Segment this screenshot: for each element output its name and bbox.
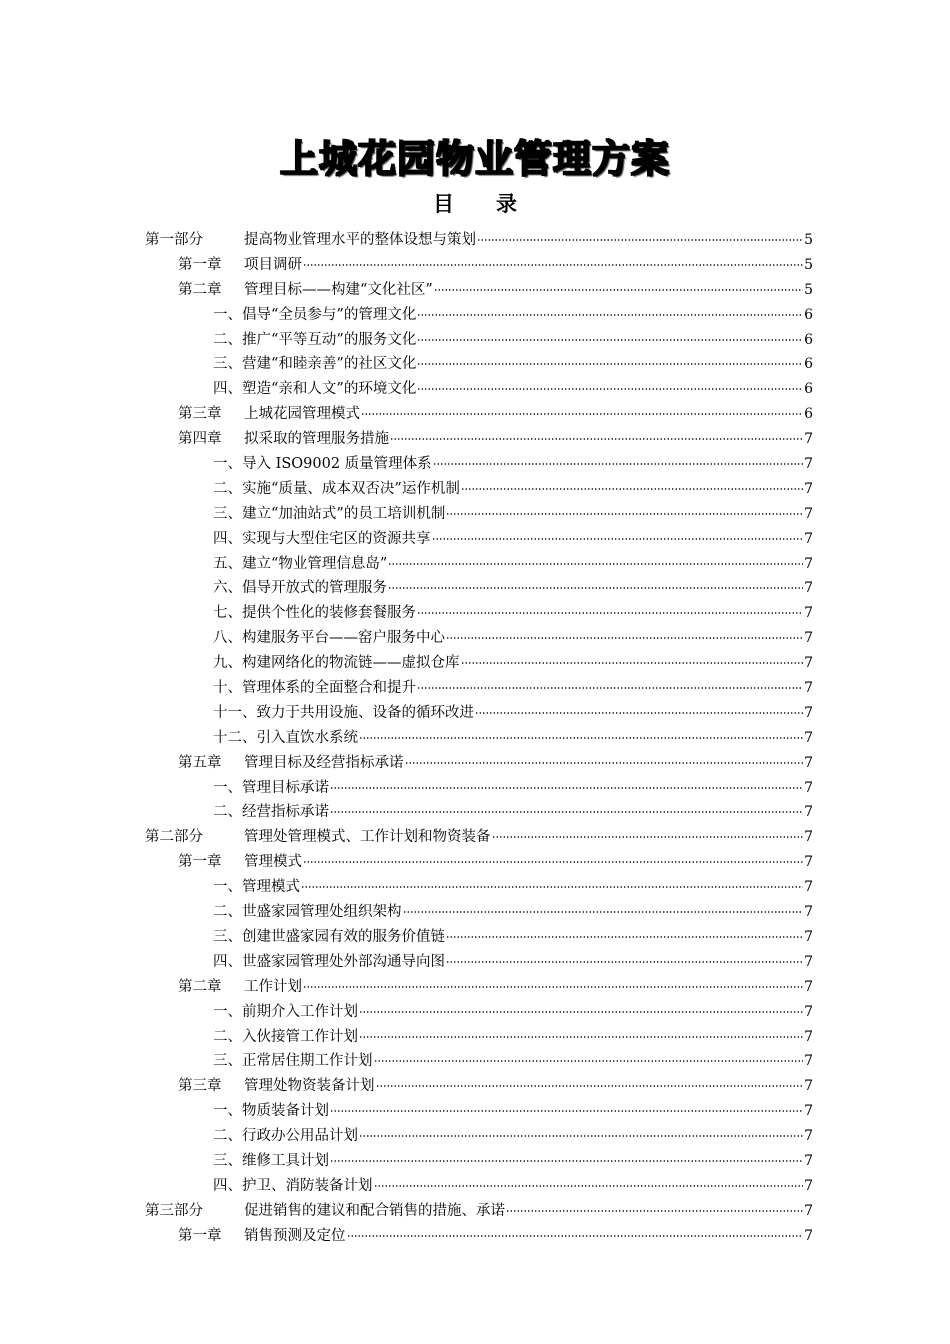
- toc-entry-item[interactable]: [145, 601, 813, 626]
- toc-entry-prefix: 第一章: [178, 256, 222, 273]
- toc-entry-item[interactable]: [145, 800, 813, 825]
- toc-entry-item[interactable]: [145, 900, 813, 925]
- toc-dot-leader: [359, 1036, 803, 1038]
- table-of-contents: [145, 228, 813, 1249]
- toc-entry-item[interactable]: [145, 502, 813, 527]
- toc-entry-item[interactable]: [145, 676, 813, 701]
- toc-entry-part[interactable]: [145, 1199, 813, 1224]
- toc-heading-char-2: 录: [496, 192, 517, 216]
- toc-entry-title: 拟采取的管理服务措施: [244, 431, 389, 448]
- toc-entry-title: 二、入伙接管工作计划: [213, 1028, 358, 1045]
- toc-entry-page-number: 5: [804, 232, 813, 248]
- toc-entry-prefix: 第四章: [178, 431, 222, 448]
- toc-entry-page-number: 7: [804, 1152, 813, 1169]
- toc-entry-title: 四、塑造“亲和人文”的环境文化: [213, 381, 417, 398]
- toc-entry-prefix: 第三章: [178, 406, 222, 423]
- toc-entry-item[interactable]: [145, 452, 813, 477]
- toc-entry-page-number: 7: [804, 829, 813, 846]
- toc-entry-page-number: 7: [804, 704, 813, 721]
- toc-entry-item[interactable]: [145, 1025, 813, 1050]
- toc-entry-chapter[interactable]: [145, 751, 813, 776]
- toc-entry-title: 管理处物资装备计划: [244, 1078, 375, 1095]
- toc-entry-page-number: 7: [804, 1177, 813, 1194]
- toc-dot-leader: [330, 1160, 803, 1162]
- toc-dot-leader: [506, 1210, 803, 1212]
- toc-dot-leader: [330, 787, 803, 789]
- toc-entry-title: 销售预测及定位: [244, 1227, 346, 1244]
- toc-entry-page-number: 7: [804, 630, 813, 647]
- toc-entry-title: 提高物业管理水平的整体设想与策划: [244, 232, 476, 248]
- toc-dot-leader: [446, 637, 803, 639]
- toc-entry-page-number: 7: [804, 1028, 813, 1045]
- toc-dot-leader: [492, 836, 804, 838]
- toc-dot-leader: [359, 737, 803, 739]
- toc-dot-leader: [376, 1085, 804, 1087]
- toc-dot-leader: [361, 413, 803, 415]
- toc-entry-title: 二、行政办公用品计划: [213, 1128, 358, 1145]
- toc-entry-page-number: 7: [804, 978, 813, 995]
- toc-dot-leader: [417, 339, 803, 341]
- toc-entry-title: 上城花园管理模式: [244, 406, 360, 423]
- toc-entry-item[interactable]: [145, 1174, 813, 1199]
- toc-dot-leader: [347, 1235, 804, 1237]
- toc-entry-item[interactable]: [145, 527, 813, 552]
- toc-dot-leader: [446, 513, 803, 515]
- toc-entry-chapter[interactable]: [145, 975, 813, 1000]
- toc-entry-item[interactable]: [145, 1000, 813, 1025]
- toc-entry-part[interactable]: [145, 228, 813, 253]
- toc-entry-chapter[interactable]: [145, 427, 813, 452]
- toc-entry-page-number: 7: [804, 580, 813, 597]
- toc-entry-item[interactable]: [145, 352, 813, 377]
- toc-entry-page-number: 7: [804, 655, 813, 672]
- toc-entry-page-number: 7: [804, 779, 813, 796]
- toc-entry-page-number: 7: [804, 480, 813, 497]
- toc-entry-prefix: 第二章: [178, 281, 222, 298]
- toc-entry-title: 一、倡导“全员参与”的管理文化: [213, 306, 417, 323]
- toc-entry-title: 促进销售的建议和配合销售的措施、承诺: [244, 1202, 505, 1219]
- toc-dot-leader: [461, 662, 804, 664]
- toc-entry-title: 一、管理模式: [213, 879, 300, 896]
- toc-entry-page-number: 7: [804, 904, 813, 921]
- toc-entry-item[interactable]: [145, 477, 813, 502]
- toc-entry-page-number: 7: [804, 729, 813, 746]
- toc-entry-page-number: 7: [804, 505, 813, 522]
- toc-dot-leader: [390, 438, 803, 440]
- toc-entry-page-number: 7: [804, 1103, 813, 1120]
- toc-entry-item[interactable]: [145, 552, 813, 577]
- toc-entry-title: 一、物质装备计划: [213, 1103, 329, 1120]
- toc-dot-leader: [303, 861, 803, 863]
- toc-dot-leader: [417, 363, 803, 365]
- toc-entry-chapter[interactable]: [145, 253, 813, 278]
- toc-entry-title: 项目调研: [244, 256, 302, 273]
- toc-entry-title: 管理处管理模式、工作计划和物资装备: [244, 829, 491, 846]
- toc-entry-page-number: 7: [804, 1227, 813, 1244]
- toc-entry-chapter[interactable]: [145, 850, 813, 875]
- toc-dot-leader: [434, 289, 803, 291]
- toc-dot-leader: [417, 612, 803, 614]
- toc-entry-item[interactable]: [145, 950, 813, 975]
- toc-entry-page-number: 7: [804, 754, 813, 771]
- toc-entry-title: 一、管理目标承诺: [213, 779, 329, 796]
- toc-entry-item[interactable]: [145, 1049, 813, 1074]
- toc-dot-leader: [330, 811, 803, 813]
- toc-entry-title: 四、实现与大型住宅区的资源共享: [213, 530, 431, 547]
- toc-dot-leader: [359, 1135, 803, 1137]
- toc-dot-leader: [477, 239, 803, 241]
- toc-dot-leader: [388, 563, 803, 565]
- toc-entry-title: 管理模式: [244, 854, 302, 871]
- toc-dot-leader: [417, 314, 803, 316]
- toc-dot-leader: [417, 388, 803, 390]
- toc-entry-title: 六、倡导开放式的管理服务: [213, 580, 387, 597]
- toc-entry-title: 一、导入 ISO9002 质量管理体系: [213, 456, 432, 473]
- toc-entry-item[interactable]: [145, 651, 813, 676]
- toc-dot-leader: [374, 1185, 804, 1187]
- toc-dot-leader: [303, 986, 803, 988]
- toc-entry-title: 十二、引入直饮水系统: [213, 729, 358, 746]
- toc-entry-item[interactable]: [145, 377, 813, 402]
- toc-entry-page-number: 6: [804, 356, 813, 373]
- document-title: 上城花园物业管理方案: [279, 137, 670, 181]
- toc-entry-prefix: 第三章: [178, 1078, 222, 1095]
- toc-entry-page-number: 7: [804, 879, 813, 896]
- toc-entry-item[interactable]: [145, 1124, 813, 1149]
- toc-heading: [0, 188, 950, 218]
- toc-entry-title: 二、经营指标承诺: [213, 804, 329, 821]
- toc-entry-title: 一、前期介入工作计划: [213, 1003, 358, 1020]
- toc-entry-page-number: 7: [804, 605, 813, 622]
- toc-entry-item[interactable]: [145, 576, 813, 601]
- toc-entry-chapter[interactable]: [145, 402, 813, 427]
- toc-dot-leader: [403, 911, 804, 913]
- toc-entry-page-number: 6: [804, 306, 813, 323]
- toc-entry-page-number: 7: [804, 953, 813, 970]
- toc-entry-title: 九、构建网络化的物流链——虚拟仓库: [213, 655, 460, 672]
- toc-entry-title: 二、实施“质量、成本双否决”运作机制: [213, 480, 460, 497]
- toc-entry-page-number: 7: [804, 1078, 813, 1095]
- toc-entry-page-number: 7: [804, 804, 813, 821]
- toc-entry-page-number: 7: [804, 1128, 813, 1145]
- toc-entry-page-number: 7: [804, 1202, 813, 1219]
- toc-entry-title: 三、创建世盛家园有效的服务价值链: [213, 928, 445, 945]
- toc-entry-page-number: 5: [804, 256, 813, 273]
- toc-entry-prefix: 第二部分: [145, 829, 203, 846]
- toc-entry-page-number: 7: [804, 1003, 813, 1020]
- toc-entry-chapter[interactable]: [145, 1224, 813, 1249]
- toc-dot-leader: [405, 762, 804, 764]
- toc-entry-title: 工作计划: [244, 978, 302, 995]
- toc-entry-title: 五、建立“物业管理信息岛”: [213, 555, 388, 572]
- toc-entry-prefix: 第一章: [178, 854, 222, 871]
- toc-dot-leader: [374, 1060, 804, 1062]
- toc-entry-title: 三、正常居住期工作计划: [213, 1053, 373, 1070]
- toc-heading-char-1: 目: [433, 192, 454, 216]
- toc-entry-item[interactable]: [145, 925, 813, 950]
- toc-entry-page-number: 6: [804, 406, 813, 423]
- toc-entry-title: 三、营建“和睦亲善”的社区文化: [213, 356, 417, 373]
- toc-dot-leader: [475, 712, 803, 714]
- toc-entry-title: 管理目标及经营指标承诺: [244, 754, 404, 771]
- toc-entry-title: 二、推广“平等互动”的服务文化: [213, 331, 417, 348]
- toc-entry-page-number: 7: [804, 456, 813, 473]
- toc-entry-item[interactable]: [145, 1099, 813, 1124]
- toc-entry-title: 四、护卫、消防装备计划: [213, 1177, 373, 1194]
- toc-entry-page-number: 7: [804, 854, 813, 871]
- toc-entry-title: 四、世盛家园管理处外部沟通导向图: [213, 953, 445, 970]
- toc-entry-page-number: 7: [804, 555, 813, 572]
- toc-entry-item[interactable]: [145, 303, 813, 328]
- toc-dot-leader: [446, 961, 803, 963]
- toc-entry-page-number: 7: [804, 530, 813, 547]
- toc-entry-title: 十一、致力于共用设施、设备的循环改进: [213, 704, 474, 721]
- toc-entry-prefix: 第一章: [178, 1227, 222, 1244]
- toc-dot-leader: [388, 587, 803, 589]
- toc-entry-page-number: 5: [804, 281, 813, 298]
- toc-entry-title: 三、维修工具计划: [213, 1152, 329, 1169]
- toc-dot-leader: [446, 936, 803, 938]
- toc-entry-page-number: 7: [804, 680, 813, 697]
- toc-entry-item[interactable]: [145, 328, 813, 353]
- toc-entry-title: 七、提供个性化的装修套餐服务: [213, 605, 416, 622]
- toc-entry-page-number: 6: [804, 331, 813, 348]
- toc-dot-leader: [417, 687, 803, 689]
- toc-entry-item[interactable]: [145, 1149, 813, 1174]
- toc-entry-prefix: 第三部分: [145, 1202, 203, 1219]
- toc-entry-page-number: 7: [804, 1053, 813, 1070]
- toc-entry-item[interactable]: [145, 776, 813, 801]
- toc-entry-chapter[interactable]: [145, 1074, 813, 1099]
- toc-entry-page-number: 7: [804, 431, 813, 448]
- toc-dot-leader: [303, 264, 803, 266]
- toc-entry-page-number: 7: [804, 928, 813, 945]
- toc-entry-part[interactable]: [145, 825, 813, 850]
- toc-dot-leader: [433, 463, 803, 465]
- toc-entry-prefix: 第一部分: [145, 232, 203, 248]
- toc-dot-leader: [359, 1011, 803, 1013]
- toc-entry-item[interactable]: [145, 875, 813, 900]
- toc-entry-item[interactable]: [145, 726, 813, 751]
- toc-entry-item[interactable]: [145, 701, 813, 726]
- toc-entry-title: 八、构建服务平台——窑户服务中心: [213, 630, 445, 647]
- toc-entry-title: 十、管理体系的全面整合和提升: [213, 680, 416, 697]
- toc-entry-prefix: 第五章: [178, 754, 222, 771]
- toc-entry-prefix: 第二章: [178, 978, 222, 995]
- toc-entry-title: 三、建立“加油站式”的员工培训机制: [213, 505, 446, 522]
- toc-dot-leader: [330, 1110, 803, 1112]
- toc-dot-leader: [301, 886, 803, 888]
- toc-entry-chapter[interactable]: [145, 278, 813, 303]
- toc-entry-title: 二、世盛家园管理处组织架构: [213, 904, 402, 921]
- toc-dot-leader: [432, 538, 804, 540]
- toc-dot-leader: [461, 488, 803, 490]
- toc-entry-title: 管理目标——构建“文化社区”: [244, 281, 433, 298]
- toc-entry-page-number: 6: [804, 381, 813, 398]
- toc-entry-item[interactable]: [145, 626, 813, 651]
